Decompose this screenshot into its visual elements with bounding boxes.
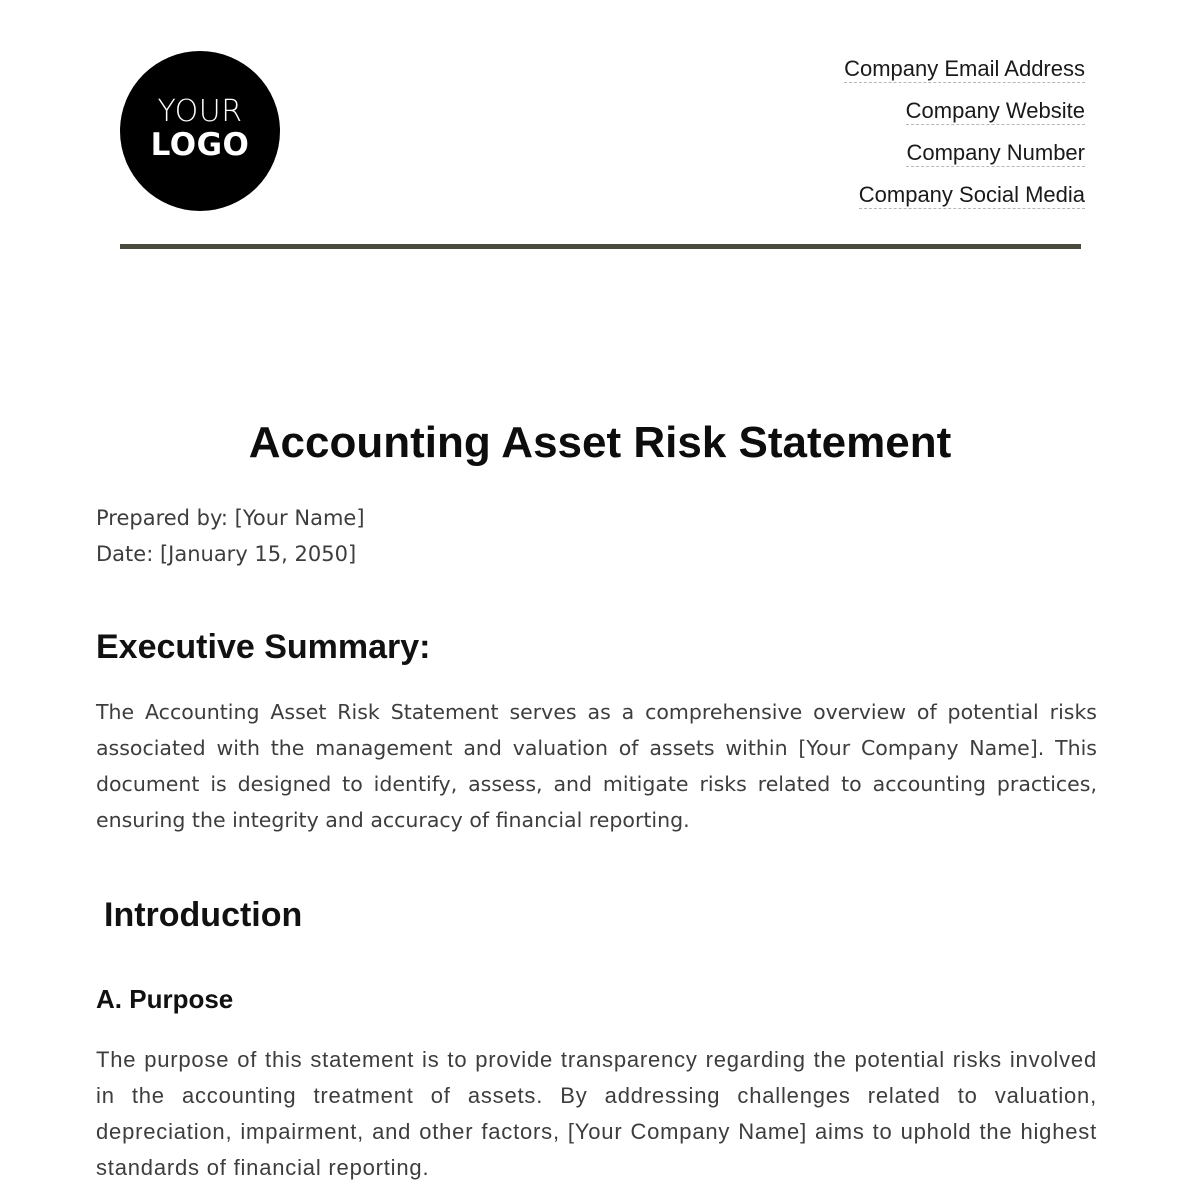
company-email: Company Email Address <box>844 56 1085 81</box>
company-logo <box>120 51 280 211</box>
company-website: Company Website <box>905 98 1085 123</box>
logo-text-line2: LOGO <box>150 127 250 163</box>
executive-summary-heading: Executive Summary: <box>96 628 431 666</box>
document-meta <box>96 500 365 572</box>
executive-summary-body: The Accounting Asset Risk Statement serves as a comprehensive overview of potential risks associated with the management and valuation of assets within [Your Company Name]. This document is designed to identify, assess, and mitigate risks related to accounting practices, ensuring the integrity and accuracy of financial reporting. <box>96 700 1097 832</box>
company-contact-block <box>844 55 1085 223</box>
prepared-by: Prepared by: [Your Name] <box>96 506 365 530</box>
introduction-heading: Introduction <box>104 896 303 934</box>
header-divider <box>120 244 1081 249</box>
company-social-media: Company Social Media <box>858 182 1085 207</box>
document-title: Accounting Asset Risk Statement <box>248 418 952 467</box>
company-number: Company Number <box>906 140 1085 165</box>
purpose-heading: A. Purpose <box>96 984 234 1014</box>
purpose-body: The purpose of this statement is to provide transparency regarding the potential risks involved in the accounting treatment of assets. By addressing challenges related to valuation, depreciation, impairment, and other factors, [Your Company Name] aims to uphold the highest standards of financial reporting. <box>96 1047 1097 1180</box>
document-date: Date: [January 15, 2050] <box>96 542 357 566</box>
logo-text-line1: YOUR <box>157 94 243 129</box>
